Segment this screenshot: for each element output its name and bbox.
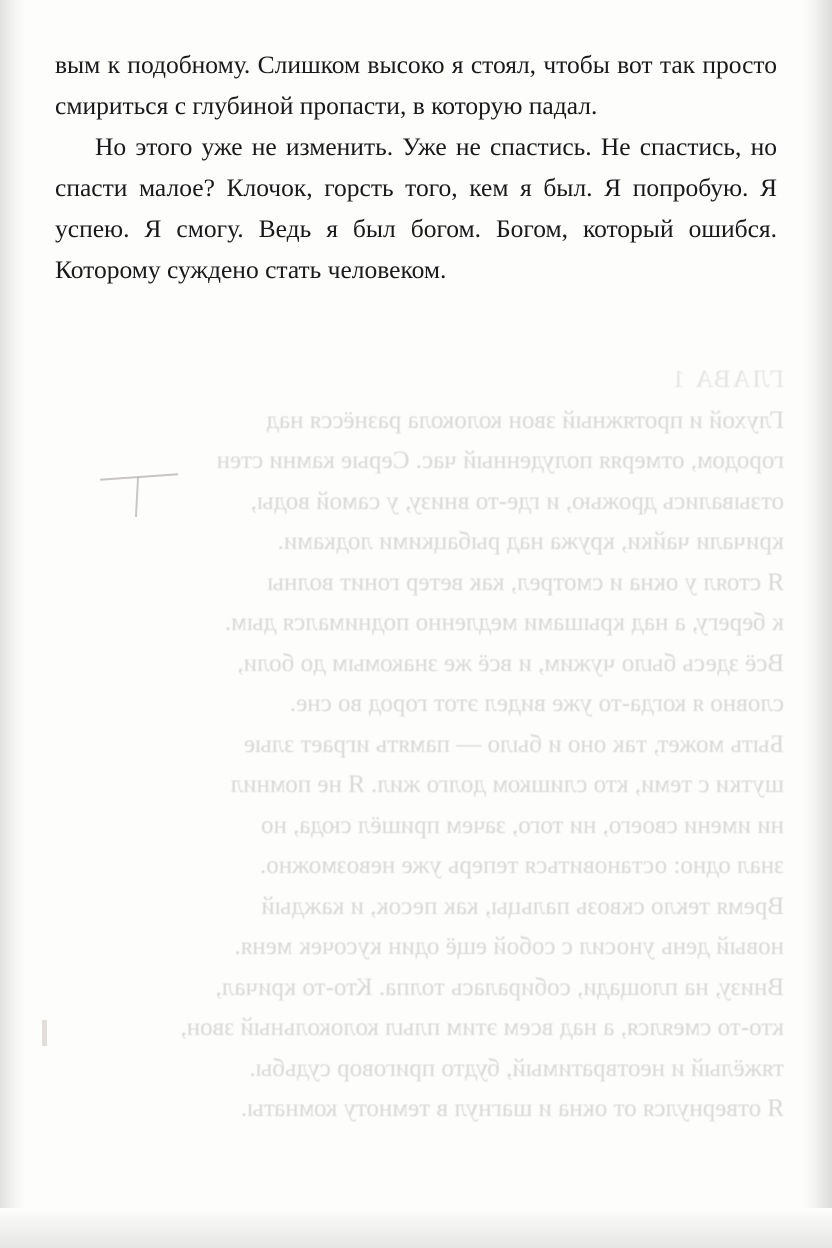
edge-speck [42, 1020, 47, 1046]
show-through-line: ни имени своего, ни того, зачем пришёл сюда, но [260, 811, 784, 839]
show-through-line: шутки с теми, кто слишком долго жил. Я не помнил [230, 771, 784, 798]
page-right-shadow [802, 0, 832, 1248]
show-through-line: новый день уносил с собой ещё один кусочек меня. [234, 933, 784, 960]
show-through-line: отзывались дрожью, и где-то внизу, у самой воды, [250, 487, 784, 515]
show-through-line: Глухой и протяжный звон колокола разнёсся над [266, 406, 784, 434]
page-text-block [55, 44, 777, 290]
show-through-line: Я отвернулся от окна и шагнул в темноту комнаты. [240, 1095, 784, 1122]
page-bottom-shadow [0, 1208, 832, 1248]
show-through-text [48, 360, 784, 1130]
show-through-line: словно я когда-то уже видел этот город во сне. [289, 690, 784, 717]
paragraph: вым к подобному. Слишком высоко я стоял, чтобы вот так просто смириться с глубиной пропасти, в которую падал. [55, 50, 777, 120]
pencil-mark [96, 470, 182, 516]
show-through-line: Я стоял у окна и смотрел, как ветер гонит волны [267, 568, 784, 596]
show-through-line: Время текло сквозь пальцы, как песок, и каждый [261, 892, 784, 920]
paragraph: Но этого уже не изменить. Уже не спастись. Не спастись, но спасти малое? Клочок, горсть того, кем я был. Я попробую. Я успею. Я смогу. Ведь я был богом. Богом, который ошибся. Которому суждено стать человеком. [55, 132, 777, 284]
show-through-line: кричали чайки, кружа над рыбацкими лодками. [277, 528, 784, 555]
show-through-line: городом, отмеряя полуденный час. Серые камни стен [216, 447, 784, 474]
show-through-line: кто-то смеялся, а над всем этим плыл колокольный звон, [180, 1014, 784, 1041]
show-through-line: тяжёлый и неотвратимый, будто приговор судьбы. [249, 1054, 784, 1082]
show-through-line: к берегу, а над крышами медленно поднимался дым. [224, 609, 784, 636]
show-through-line: Быть может, так оно и было — память играет злые [243, 730, 784, 758]
page-left-shadow [0, 0, 26, 1248]
show-through-line: Внизу, на площади, собиралась толпа. Кто-то кричал, [215, 973, 784, 1001]
show-through-line: знал одно: остановиться теперь уже невозможно. [260, 852, 784, 879]
show-through-heading: ГЛАВА 1 [670, 366, 784, 393]
show-through-line: Всё здесь было чужим, и всё же знакомым до боли, [237, 649, 784, 677]
